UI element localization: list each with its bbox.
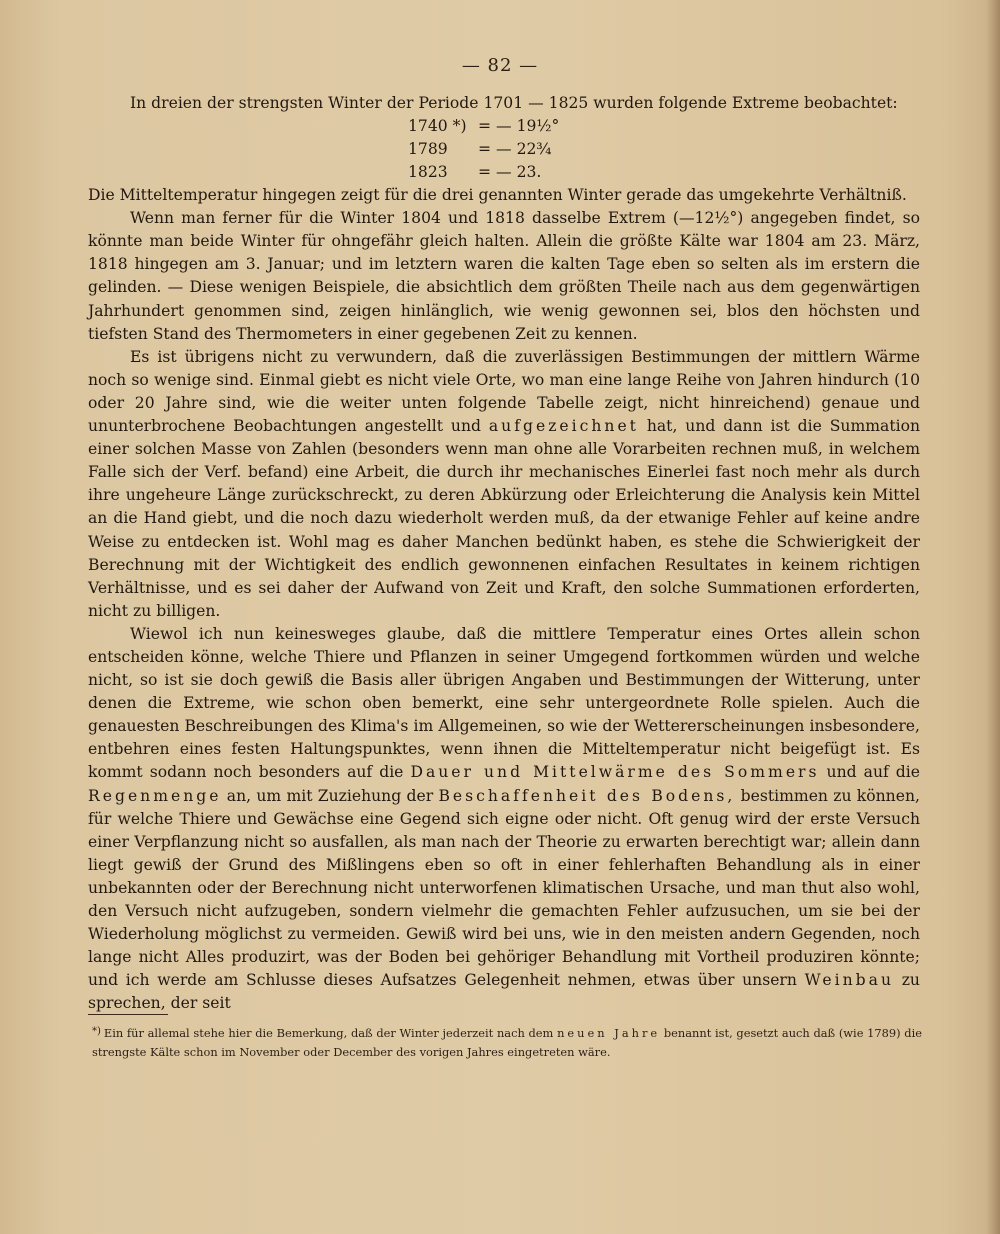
paragraph-1: Die Mitteltemperatur hingegen zeigt für die drei genannten Winter gerade das umgekehrte Verhältniß.: [88, 186, 907, 205]
extreme-row: [408, 138, 920, 161]
page-number: — 82 —: [461, 55, 539, 76]
paragraph-3-text: Es ist übrigens nicht zu verwundern, daß die zuverlässigen Bestimmungen der mittlern Wärme noch so wenige sind. Einmal giebt es nicht viele Orte, wo man eine lange Reihe von Jahren hindurch (10 oder 20 Jahre sind, wie die weiter unten folgende Tabelle zeigt, nicht hinreichend) genaue und ununterbrochene Beobachtungen angestellt und: [88, 347, 920, 436]
intro-line: In dreien der strengsten Winter der Periode 1701 — 1825 wurden folgende Extreme beobachtet:: [130, 94, 898, 112]
paragraph-4-text: zu sprechen, der seit: [88, 971, 920, 1013]
paragraph-4-text: an, um mit Zuziehung der: [226, 786, 434, 805]
extremes-table: [408, 115, 920, 184]
emphasis-text: Regenmenge: [88, 786, 222, 805]
main-text: [88, 92, 920, 1015]
page-gutter-shadow: [986, 0, 1000, 1234]
footnote-text: Ein für allemal stehe hier die Bemerkung, daß der Winter jederzeit nach dem: [103, 1026, 554, 1040]
paragraph-3: [88, 346, 920, 623]
paragraph-4-text: bestimmen zu können, für welche Thiere und Gewächse eine Gegend sich eigne oder nicht. Oft genug wird der erste Versuch einer Verpflanzung nicht so ausfallen, als man nach der Theorie zu erwarten berechtigt war; allein dann liegt gewiß der Grund des Mißlingens eben so oft in einer fehlerhaften Behandlung als in einer unbekannten oder der Berechnung nicht unterworfenen klimatischen Ursache, und man thut also wohl, den Versuch nicht aufzugeben, sondern vielmehr die gemachten Fehler aufzusuchen, um sie bei der Wiederholung möglichst zu vermeiden. Gewiß wird bei uns, wie in den meisten andern Gegenden, noch lange nicht Alles produzirt, was der Boden bei gehöriger Behandlung mit Vortheil produziren könnte; und ich werde am Schlusse dieses Aufsatzes Gelegenheit nehmen, etwas über unsern: [88, 786, 920, 990]
extreme-value: = — 22¾: [478, 140, 552, 159]
extreme-year: 1740 *): [408, 117, 467, 136]
paragraph-2: Wenn man ferner für die Winter 1804 und 1818 dasselbe Extrem (—12½°) angegeben findet, so könnte man beide Winter für ohngefähr gleich halten. Allein die größte Kälte war 1804 am 23. März, 1818 hingegen am 3. Januar; und im letztern waren die kalten Tage eben so selten als im erstern die gelinden. — Diese wenigen Beispiele, die absichtlich dem größten Theile nach aus dem gegenwärtigen Jahrhundert genommen sind, zeigen hinlänglich, wie wenig gewonnen sei, blos den höchsten und tiefsten Stand des Thermometers in einer gegebenen Zeit zu kennen.: [88, 209, 920, 343]
footnote-divider: [88, 1014, 168, 1015]
footnote: [92, 1022, 922, 1062]
emphasis-text: Beschaffenheit des Bodens,: [438, 786, 736, 805]
paragraph-4-text: Wiewol ich nun keinesweges glaube, daß die mittlere Temperatur eines Ortes allein schon entscheiden könne, welche Thiere und Pflanzen in seiner Umgegend fortkommen würden und welche nicht, so ist sie doch gewiß die Basis aller übrigen Angaben und Bestimmungen der Witterung, unter denen die Extreme, wie schon oben bemerkt, eine sehr untergeordnete Rolle spielen. Auch die genauesten Beschreibungen des Klima's im Allgemeinen, so wie der Wettererscheinungen insbesondere, entbehren eines festen Haltungspunktes, wenn ihnen die Mitteltemperatur nicht beigefügt ist. Es kommt sodann noch besonders auf die: [88, 624, 920, 782]
extreme-value: = — 23.: [478, 163, 542, 182]
emphasis-text: neuen Jahre: [557, 1026, 661, 1040]
emphasis-text: aufgezeichnet: [488, 417, 639, 436]
paragraph-4: [88, 623, 920, 1016]
extreme-row: [408, 161, 920, 184]
paragraph-3-text: hat, und dann ist die Summation einer solchen Masse von Zahlen (besonders wenn man ohne alle Vorarbeiten rechnen muß, in welchem Falle sich der Verf. befand) eine Arbeit, die durch ihr mechanisches Einerlei fast noch mehr als durch ihre ungeheure Länge zurückschreckt, zu deren Abkürzung oder Erleichterung die Analysis kein Mittel an die Hand giebt, und die noch dazu wiederholt werden muß, da der etwanige Fehler auf keine andre Weise zu entdecken ist. Wohl mag es daher Manchen bedünkt haben, es stehe die Schwierigkeit der Berechnung mit der Wichtigkeit des endlich gewonnenen einfachen Resultates in keinem richtigen Verhältnisse, und es sei daher der Aufwand von Zeit und Kraft, den solche Summationen erforderten, nicht zu billigen.: [88, 417, 920, 620]
emphasis-text: Dauer und Mittelwärme des Sommers: [410, 763, 820, 782]
emphasis-text: Weinbau: [804, 971, 894, 990]
paragraph-4-text: und auf die: [826, 763, 920, 782]
footnote-mark: *): [92, 1026, 101, 1037]
extreme-year: 1789: [408, 140, 448, 159]
extreme-value: = — 19½°: [478, 117, 560, 136]
footnote-text: benannt ist, gesetzt auch daß (wie 1789) die strengste Kälte schon im November oder December des vorigen Jahres eingetreten wäre.: [92, 1026, 922, 1059]
extreme-row: [408, 115, 920, 138]
extreme-year: 1823: [408, 163, 448, 182]
